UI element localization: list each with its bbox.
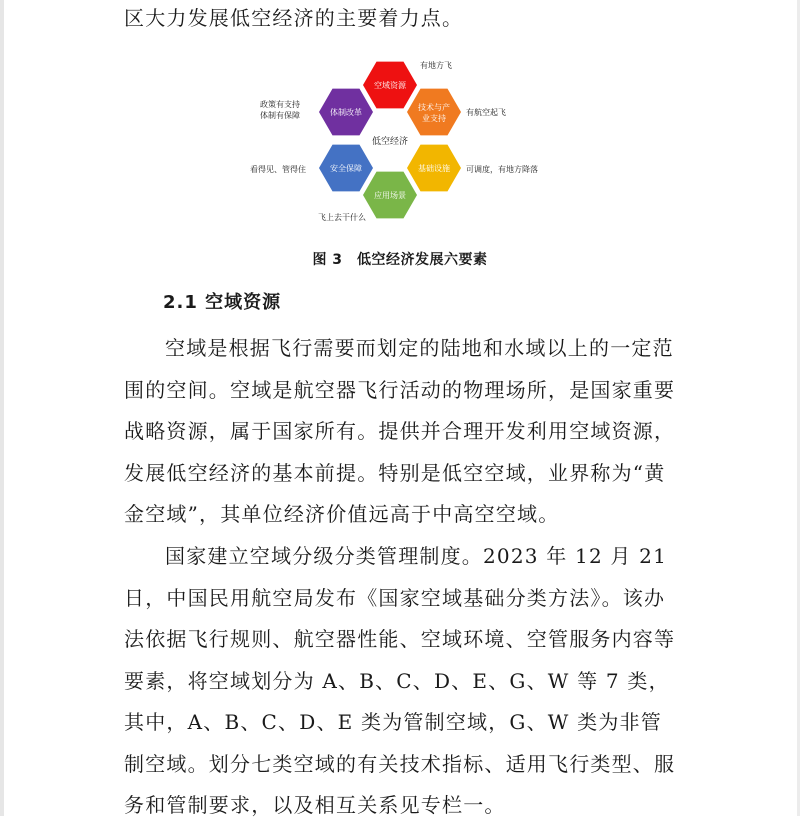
side-label-top: 有地方飞 — [420, 61, 452, 70]
hex-airspace — [363, 62, 417, 109]
figure-caption: 图 3 低空经济发展六要素 — [312, 252, 488, 268]
side-label-lower-right: 可调度，有地方降落 — [466, 165, 538, 174]
hex-tech-industry — [407, 89, 461, 136]
hexagon-diagram — [240, 48, 560, 233]
paragraph-text: 空域是根据飞行需要而划定的陆地和水域以上的一定范围的空间。空域是航空器飞行活动的物理场所，是国家重要战略资源，属于国家所有。提供并合理开发利用空域资源，发展低空经济的基本前提。特别是低空空域，业界称为“黄金空域”，其单位经济价值远高于中高空空域。 — [124, 336, 676, 526]
section-heading: 2.1 空域资源 — [163, 292, 282, 313]
continued-paragraph — [124, 0, 676, 40]
side-label-bottom: 飞上去干什么 — [318, 213, 366, 222]
paragraph-text: 国家建立空域分级分类管理制度。2023 年 12 月 21 日，中国民用航空局发布《国家空域基础分类方法》。该办法依据飞行规则、航空器性能、空域环境、空管服务内容等要素，将空域划分为 A、B、C、D、E、G、W 等 7 类，其中，A、B、C、D、E 类为管制空域，G、W 类为非管制空域。划分七类空域的有关技术指标、适用飞行类型、服务和管制要求，以及相互关系见专栏一。 — [124, 544, 676, 817]
side-label-upper-left-2: 体制有保障 — [260, 111, 300, 120]
side-label-upper-right: 有航空起飞 — [466, 108, 506, 117]
continued-text: 区大力发展低空经济的主要着力点。 — [124, 6, 464, 30]
hex-application-label: 应用场景 — [374, 191, 406, 200]
center-label: 低空经济 — [371, 137, 409, 147]
hex-reform-label: 体制改革 — [330, 108, 362, 117]
hex-infrastructure-label: 基础设施 — [418, 164, 450, 173]
hex-safety-label: 安全保障 — [330, 164, 362, 173]
hex-reform — [319, 89, 373, 136]
hex-infrastructure — [407, 145, 461, 192]
hex-airspace-label: 空域资源 — [374, 81, 406, 90]
page-left-edge — [0, 0, 4, 816]
six-elements-figure — [240, 48, 560, 233]
side-label-upper-left-1: 政策有支持 — [260, 100, 300, 109]
hex-application — [363, 172, 417, 219]
hex-tech-label-2: 业支持 — [422, 114, 446, 123]
hex-tech-label-1: 技术与产 — [418, 103, 450, 112]
paragraph-airspace-classification — [124, 536, 676, 827]
side-label-lower-left: 看得见、管得住 — [250, 165, 306, 174]
paragraph-airspace-definition — [124, 328, 676, 536]
hex-safety — [319, 145, 373, 192]
